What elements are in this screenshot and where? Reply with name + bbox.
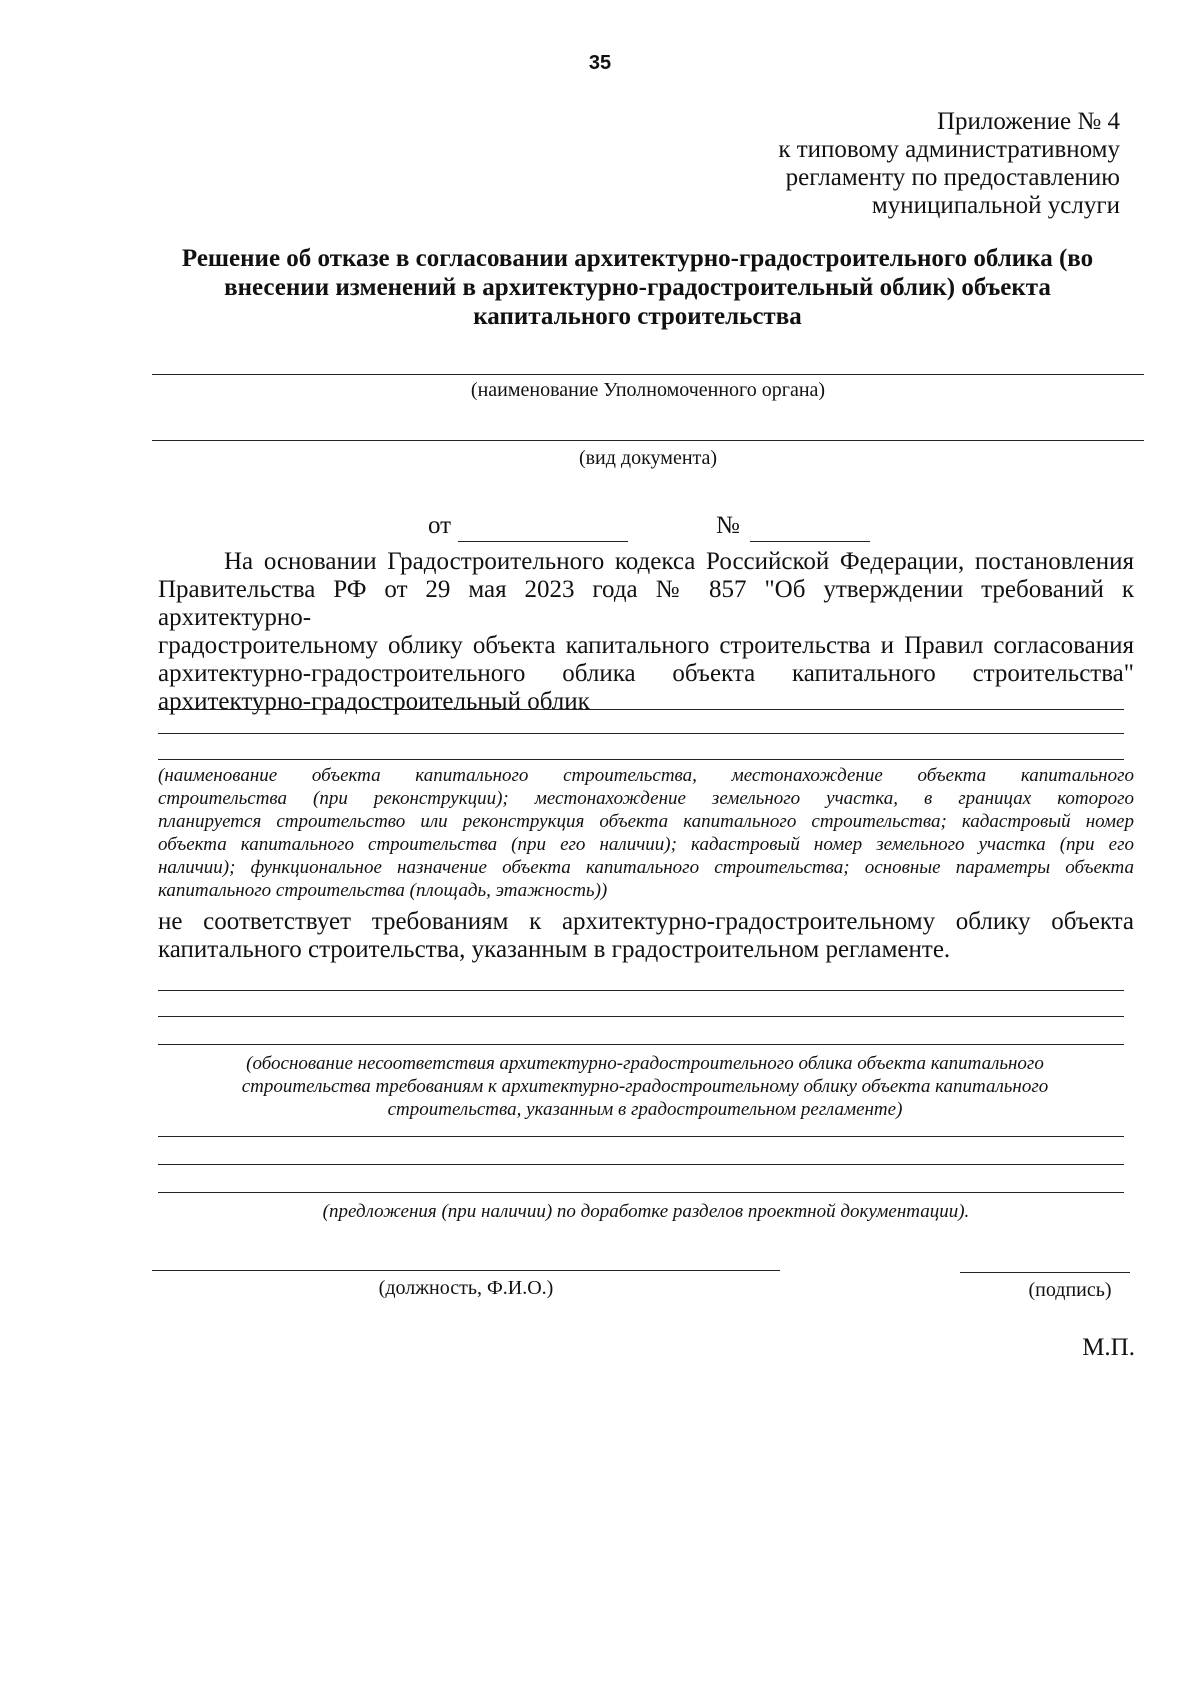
intro-line-3: градостроительному облику объекта капитального строительства и Правил согласования bbox=[158, 632, 1134, 659]
intro-line-1: На основании Градостроительного кодекса Российской Федерации, постановления bbox=[224, 548, 1134, 575]
appendix-line-1: Приложение № 4 bbox=[936, 108, 1120, 135]
reason-caption-line-2: строительства требованиям к архитектурно-градостроительному облику объекта капитального bbox=[241, 1076, 1049, 1097]
object-caption-line-6: капитального строительства (площадь, этажность)) bbox=[158, 880, 608, 901]
intro-line-5: архитектурно-градостроительный облик bbox=[158, 688, 590, 715]
object-fill-line-2 bbox=[158, 733, 1124, 734]
intro-line-2: Правительства РФ от 29 мая 2023 года № 857 "Об утверждении требований к архитектурно- bbox=[158, 576, 1134, 631]
object-fill-line-3 bbox=[158, 759, 1124, 760]
title-line-1: Решение об отказе в согласовании архитектурно-градостроительного облика (во bbox=[181, 245, 1094, 272]
page-number: 35 bbox=[588, 52, 612, 74]
appendix-reference bbox=[700, 108, 1120, 220]
document-title bbox=[140, 244, 1135, 331]
proposals-fill-line-1 bbox=[158, 1136, 1124, 1137]
appendix-line-3: регламенту по предоставлению bbox=[785, 164, 1120, 191]
title-line-2: внесении изменений в архитектурно-градостроительный облик) объекта bbox=[224, 274, 1051, 301]
authority-fill-line bbox=[152, 374, 1144, 375]
proposals-fill-line-3 bbox=[158, 1192, 1124, 1193]
object-caption-line-2: строительства (при реконструкции); местонахождение земельного участка, в границах которого bbox=[158, 788, 1134, 809]
title-line-3: капитального строительства bbox=[473, 303, 802, 330]
object-caption-line-3: планируется строительство или реконструкция объекта капитального строительства; кадастровый номер bbox=[158, 811, 1134, 832]
authority-caption: (наименование Уполномоченного органа) bbox=[470, 379, 826, 401]
object-caption-line-5: наличии); функциональное назначение объекта капитального строительства; основные параметры объекта bbox=[158, 857, 1134, 878]
appendix-line-2: к типовому административному bbox=[778, 136, 1120, 163]
date-fill-line bbox=[458, 541, 628, 542]
verdict-line-2: капитального строительства, указанным в градостроительном регламенте. bbox=[158, 936, 951, 963]
number-fill-line bbox=[750, 541, 870, 542]
reason-caption-line-3: строительства, указанным в градостроительном регламенте) bbox=[387, 1099, 903, 1120]
stamp-place-label: М.П. bbox=[1082, 1334, 1135, 1361]
proposals-fill-line-2 bbox=[158, 1164, 1124, 1165]
from-label: от bbox=[428, 512, 452, 539]
intro-line-4: архитектурно-градостроительного облика объекта капитального строительства" bbox=[158, 660, 1134, 687]
verdict-paragraph bbox=[158, 908, 1134, 964]
reason-fill-line-2 bbox=[158, 1016, 1124, 1017]
object-caption-line-1: (наименование объекта капитального строительства, местонахождение объекта капитального bbox=[158, 765, 1134, 786]
position-name-fill-line bbox=[152, 1270, 780, 1271]
reason-fill-line-3 bbox=[158, 1044, 1124, 1045]
document-type-caption: (вид документа) bbox=[578, 447, 718, 469]
appendix-line-4: муниципальной услуги bbox=[871, 192, 1120, 219]
proposals-caption: (предложения (при наличии) по доработке разделов проектной документации). bbox=[322, 1201, 970, 1222]
reason-caption bbox=[170, 1052, 1120, 1121]
position-name-caption: (должность, Ф.И.О.) bbox=[378, 1277, 554, 1299]
object-fill-line-1 bbox=[158, 709, 1124, 710]
reason-fill-line-1 bbox=[158, 990, 1124, 991]
signature-caption: (подпись) bbox=[1028, 1279, 1112, 1301]
object-caption bbox=[158, 764, 1134, 902]
reason-caption-line-1: (обоснование несоответствия архитектурно-градостроительного облика объекта капитального bbox=[246, 1053, 1044, 1074]
number-label: № bbox=[716, 512, 740, 539]
intro-paragraph bbox=[158, 548, 1134, 716]
verdict-line-1: не соответствует требованиям к архитектурно-градостроительному облику объекта bbox=[158, 908, 1134, 935]
document-type-fill-line bbox=[152, 440, 1144, 441]
object-caption-line-4: объекта капитального строительства (при его наличии); кадастровый номер земельного участка (при его bbox=[158, 834, 1134, 855]
signature-fill-line bbox=[960, 1272, 1130, 1273]
